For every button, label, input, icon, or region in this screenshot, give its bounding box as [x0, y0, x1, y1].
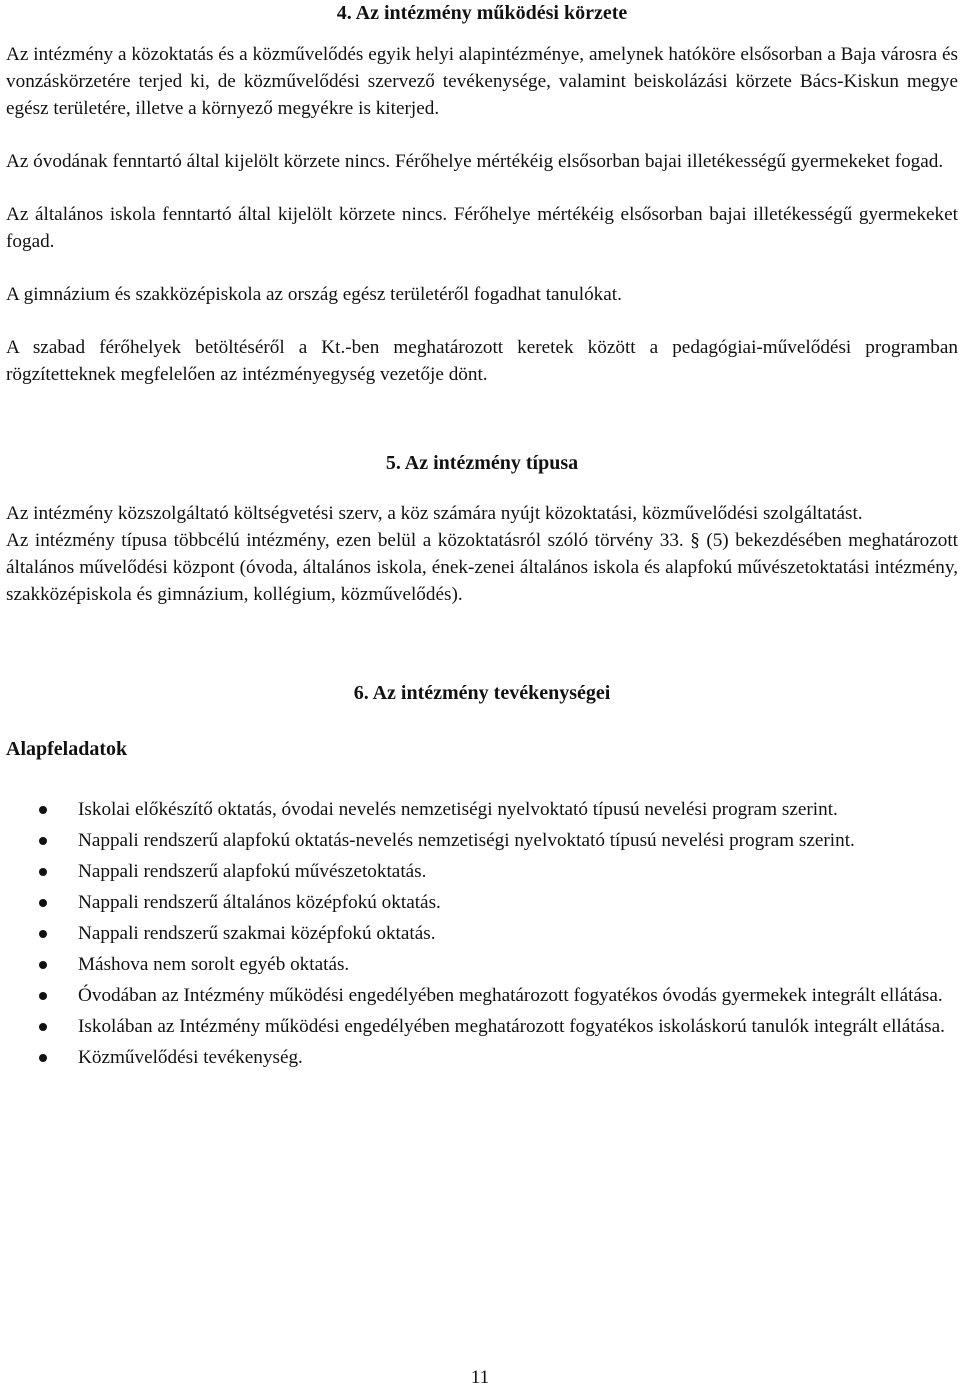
section-6-heading: 6. Az intézmény tevékenységei	[353, 682, 611, 704]
section-6-subheading: Alapfeladatok	[6, 738, 128, 760]
list-item: Óvodában az Intézmény működési engedélyében meghatározott fogyatékos óvodás gyermekek integrált ellátása.	[6, 982, 958, 1009]
bullet-icon	[39, 806, 47, 814]
bullet-icon	[39, 1023, 47, 1031]
section-4-paragraph: Az általános iskola fenntartó által kijelölt körzete nincs. Férőhelye mértékéig elsősorban bajai illetékességű gyermekeket fogad.	[6, 204, 958, 252]
section-4-paragraph: A gimnázium és szakközépiskola az ország egész területéről fogadhat tanulókat.	[6, 284, 622, 305]
bullet-icon	[39, 1054, 47, 1062]
section-5-heading: 5. Az intézmény típusa	[385, 452, 579, 474]
list-item: Iskolai előkészítő oktatás, óvodai nevelés nemzetiségi nyelvoktató típusú nevelési program szerint.	[6, 796, 958, 823]
list-item: Nappali rendszerű szakmai középfokú oktatás.	[6, 920, 958, 947]
section-4-paragraph: A szabad férőhelyek betöltéséről a Kt.-ben meghatározott keretek között a pedagógiai-művelődési programban rögzítetteknek megfelelően az intézményegység vezetője dönt.	[6, 337, 958, 385]
section-4-heading: 4. Az intézmény működési körzete	[336, 2, 628, 24]
section-5-paragraph: Az intézmény közszolgáltató költségvetési szerv, a köz számára nyújt közoktatási, közművelődési szolgáltatást.	[6, 503, 863, 524]
page-number: 11	[470, 1367, 490, 1388]
document-page	[6, 0, 958, 1071]
activity-list	[6, 796, 958, 1071]
list-item: Nappali rendszerű alapfokú oktatás-nevelés nemzetiségi nyelvoktató típusú nevelési program szerint.	[6, 827, 958, 854]
section-5-paragraph: Az intézmény típusa többcélú intézmény, ezen belül a közoktatásról szóló törvény 33. § (5) bekezdésében meghatározott általános művelődési központ (óvoda, általános iskola, ének-zenei általános iskola és alapfokú művészetoktatási intézmény, szakközépiskola és gimnázium, kollégium, közművelődés).	[6, 530, 958, 605]
list-item: Közművelődési tevékenység.	[6, 1044, 958, 1071]
bullet-icon	[39, 961, 47, 969]
bullet-icon	[39, 930, 47, 938]
list-item: Máshova nem sorolt egyéb oktatás.	[6, 951, 958, 978]
section-4-paragraph: Az intézmény a közoktatás és a közművelődés egyik helyi alapintézménye, amelynek hatóköre elsősorban a Baja városra és vonzáskörzetére terjed ki, de közművelődési szervező tevékenysége, valamint beiskolázási körzete Bács-Kiskun megye egész területére, illetve a környező megyékre is kiterjed.	[6, 44, 958, 119]
bullet-icon	[39, 837, 47, 845]
section-4-paragraph: Az óvodának fenntartó által kijelölt körzete nincs. Férőhelye mértékéig elsősorban bajai illetékességű gyermekeket fogad.	[6, 151, 944, 172]
bullet-icon	[39, 899, 47, 907]
list-item: Nappali rendszerű általános középfokú oktatás.	[6, 889, 958, 916]
bullet-icon	[39, 868, 47, 876]
bullet-icon	[39, 992, 47, 1000]
list-item: Iskolában az Intézmény működési engedélyében meghatározott fogyatékos iskoláskorú tanulók integrált ellátása.	[6, 1013, 958, 1040]
list-item: Nappali rendszerű alapfokú művészetoktatás.	[6, 858, 958, 885]
